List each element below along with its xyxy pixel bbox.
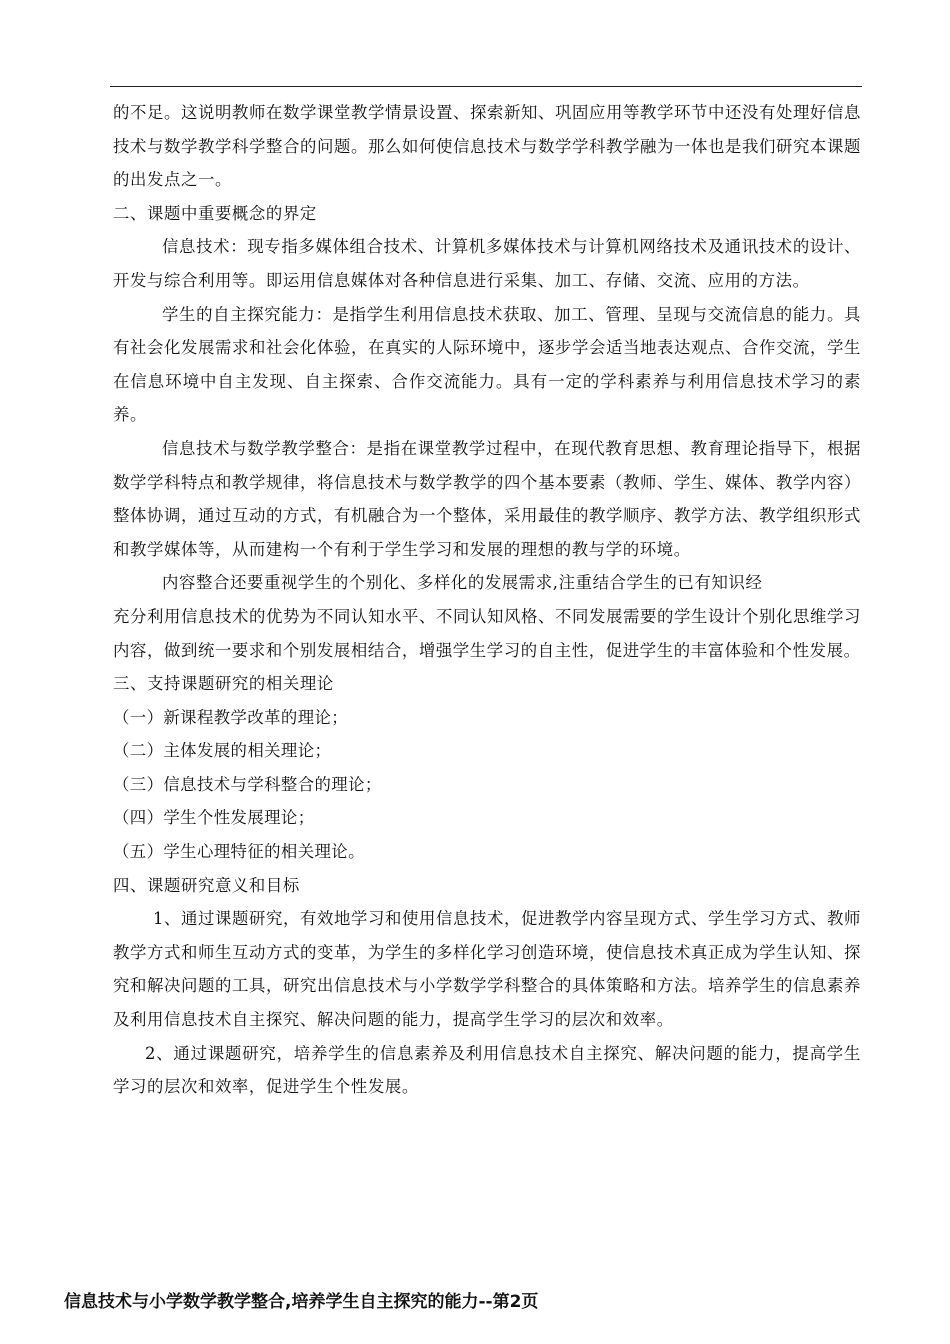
theory-item-3: （三）信息技术与学科整合的理论； — [113, 774, 382, 794]
section-heading-3: 三、支持课题研究的相关理论 — [113, 674, 334, 694]
page-footer: 信息技术与小学数学教学整合,培养学生自主探究的能力--第2页 — [64, 1292, 539, 1312]
theory-item-5: （五）学生心理特征的相关理论。 — [113, 842, 365, 862]
definition-info-tech: 信息技术：现专指多媒体组合技术、计算机多媒体技术与计算机网络技术及通讯技术的设计、开发与综合利用等。即运用信息媒体对各种信息进行采集、加工、存储、交流、应用的方法。 — [113, 237, 861, 290]
theory-item-1: （一）新课程教学改革的理论； — [113, 707, 349, 727]
definition-integration: 信息技术与数学教学整合：是指在课堂教学过程中，在现代教育思想、教育理论指导下，根据数学学科特点和教学规律，将信息技术与数学教学的四个基本要素（教师、学生、媒体、教学内容）整体协调，通过互动的方式，有机融合为一个整体，采用最佳的教学顺序、教学方法、教学组织形式和教学媒体等，从而建构一个有利于学生学习和发展的理想的教与学的环境。 — [113, 438, 861, 559]
section-heading-4: 四、课题研究意义和目标 — [113, 875, 300, 895]
page-body — [113, 96, 861, 1104]
header-rule — [110, 86, 862, 87]
paragraph-continuation: 的不足。这说明教师在数学课堂教学情景设置、探索新知、巩固应用等教学环节中还没有处理好信息技术与数学教学科学整合的问题。那么如何使信息技术与数学学科教学融为一体也是我们研究本课题的出发点之一。 — [113, 103, 861, 190]
paragraph-full-use: 充分利用信息技术的优势为不同认知水平、不同认知风格、不同发展需要的学生设计个别化思维学习内容，做到统一要求和个别发展相结合，增强学生学习的自主性，促进学生的丰富体验和个性发展。 — [113, 606, 861, 660]
theory-item-2: （二）主体发展的相关理论； — [113, 741, 332, 761]
goal-item-2: 2、通过课题研究，培养学生的信息素养及利用信息技术自主探究、解决问题的能力，提高学生学习的层次和效率，促进学生个性发展。 — [113, 1043, 861, 1097]
theory-item-4: （四）学生个性发展理论； — [113, 808, 315, 828]
paragraph-content-integration: 内容整合还要重视学生的个别化、多样化的发展需求,注重结合学生的已有知识经 — [162, 573, 763, 593]
definition-autonomous-inquiry: 学生的自主探究能力：是指学生利用信息技术获取、加工、管理、呈现与交流信息的能力。具有社会化发展需求和社会化体验，在真实的人际环境中，逐步学会适当地表达观点、合作交流，学生在信息环境中自主发现、自主探索、合作交流能力。具有一定的学科素养与利用信息技术学习的素养。 — [113, 304, 861, 425]
section-heading-2: 二、课题中重要概念的界定 — [113, 203, 317, 223]
goal-item-1: 1、通过课题研究，有效地学习和使用信息技术，促进教学内容呈现方式、学生学习方式、教师教学方式和师生互动方式的变革，为学生的多样化学习创造环境，使信息技术真正成为学生认知、探究和解决问题的工具，研究出信息技术与小学数学学科整合的具体策略和方法。培养学生的信息素养及利用信息技术自主探究、解决问题的能力，提高学生学习的层次和效率。 — [113, 909, 861, 1030]
